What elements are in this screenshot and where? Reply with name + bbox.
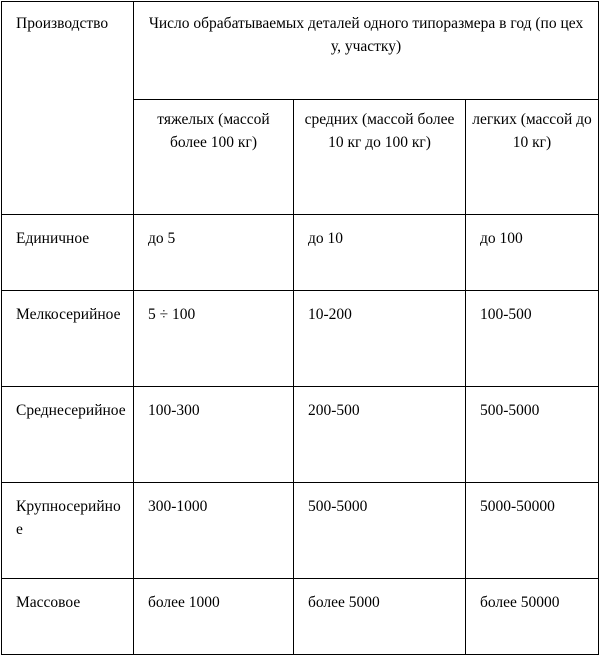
heavy-value-cell: [134, 387, 294, 483]
medium-value: до 10: [308, 230, 344, 247]
table-row: [2, 387, 599, 483]
row-label: Мелкосерийное: [16, 306, 121, 323]
medium-value: 200-500: [308, 402, 360, 419]
light-header-cell: [466, 100, 599, 215]
medium-value-cell: [294, 215, 466, 291]
row-label: Крупносерийное: [16, 498, 121, 538]
medium-value: более 5000: [308, 594, 380, 611]
light-value-cell: [466, 483, 599, 579]
heavy-value-cell: [134, 215, 294, 291]
row-label: Среднесерийное: [16, 402, 126, 419]
medium-value-cell: [294, 291, 466, 387]
production-header-cell: [2, 2, 134, 215]
light-value: до 100: [480, 230, 523, 247]
table-row: [2, 291, 599, 387]
medium-value: 500-5000: [308, 498, 368, 515]
quantity-header-title: Число обрабатываемых деталей одного типоразмера в год (по цеху, участку): [148, 15, 584, 55]
table-row: [2, 579, 599, 655]
heavy-value: 300-1000: [148, 498, 208, 515]
heavy-value: 5 ÷ 100: [148, 306, 196, 323]
light-value: 500-5000: [480, 402, 540, 419]
light-value: 5000-50000: [480, 498, 555, 515]
quantity-header-cell: [134, 2, 599, 100]
production-type-table: [1, 1, 599, 655]
light-value-cell: [466, 215, 599, 291]
heavy-value-cell: [134, 579, 294, 655]
light-value: более 50000: [480, 594, 560, 611]
heavy-value: более 1000: [148, 594, 220, 611]
row-label-cell: [2, 579, 134, 655]
heavy-header-cell: [134, 100, 294, 215]
medium-value-cell: [294, 387, 466, 483]
row-label: Массовое: [16, 594, 81, 611]
light-header-label: легких (массой до 10 кг): [472, 111, 592, 151]
table-row: [2, 483, 599, 579]
light-value-cell: [466, 579, 599, 655]
row-label-cell: [2, 215, 134, 291]
medium-header-label: средних (массой более 10 кг до 100 кг): [304, 111, 455, 151]
medium-value: 10-200: [308, 306, 352, 323]
row-label: Единичное: [16, 230, 90, 247]
header-row-1: [2, 2, 599, 100]
medium-header-cell: [294, 100, 466, 215]
row-label-cell: [2, 483, 134, 579]
heavy-value-cell: [134, 483, 294, 579]
row-label-cell: [2, 387, 134, 483]
light-value-cell: [466, 387, 599, 483]
light-value-cell: [466, 291, 599, 387]
medium-value-cell: [294, 579, 466, 655]
row-label-cell: [2, 291, 134, 387]
medium-value-cell: [294, 483, 466, 579]
table-row: [2, 215, 599, 291]
heavy-value: 100-300: [148, 402, 200, 419]
heavy-value-cell: [134, 291, 294, 387]
heavy-value: до 5: [148, 230, 176, 247]
heavy-header-label: тяжелых (массой более 100 кг): [157, 111, 270, 151]
production-header-label: Производство: [16, 15, 109, 32]
light-value: 100-500: [480, 306, 532, 323]
